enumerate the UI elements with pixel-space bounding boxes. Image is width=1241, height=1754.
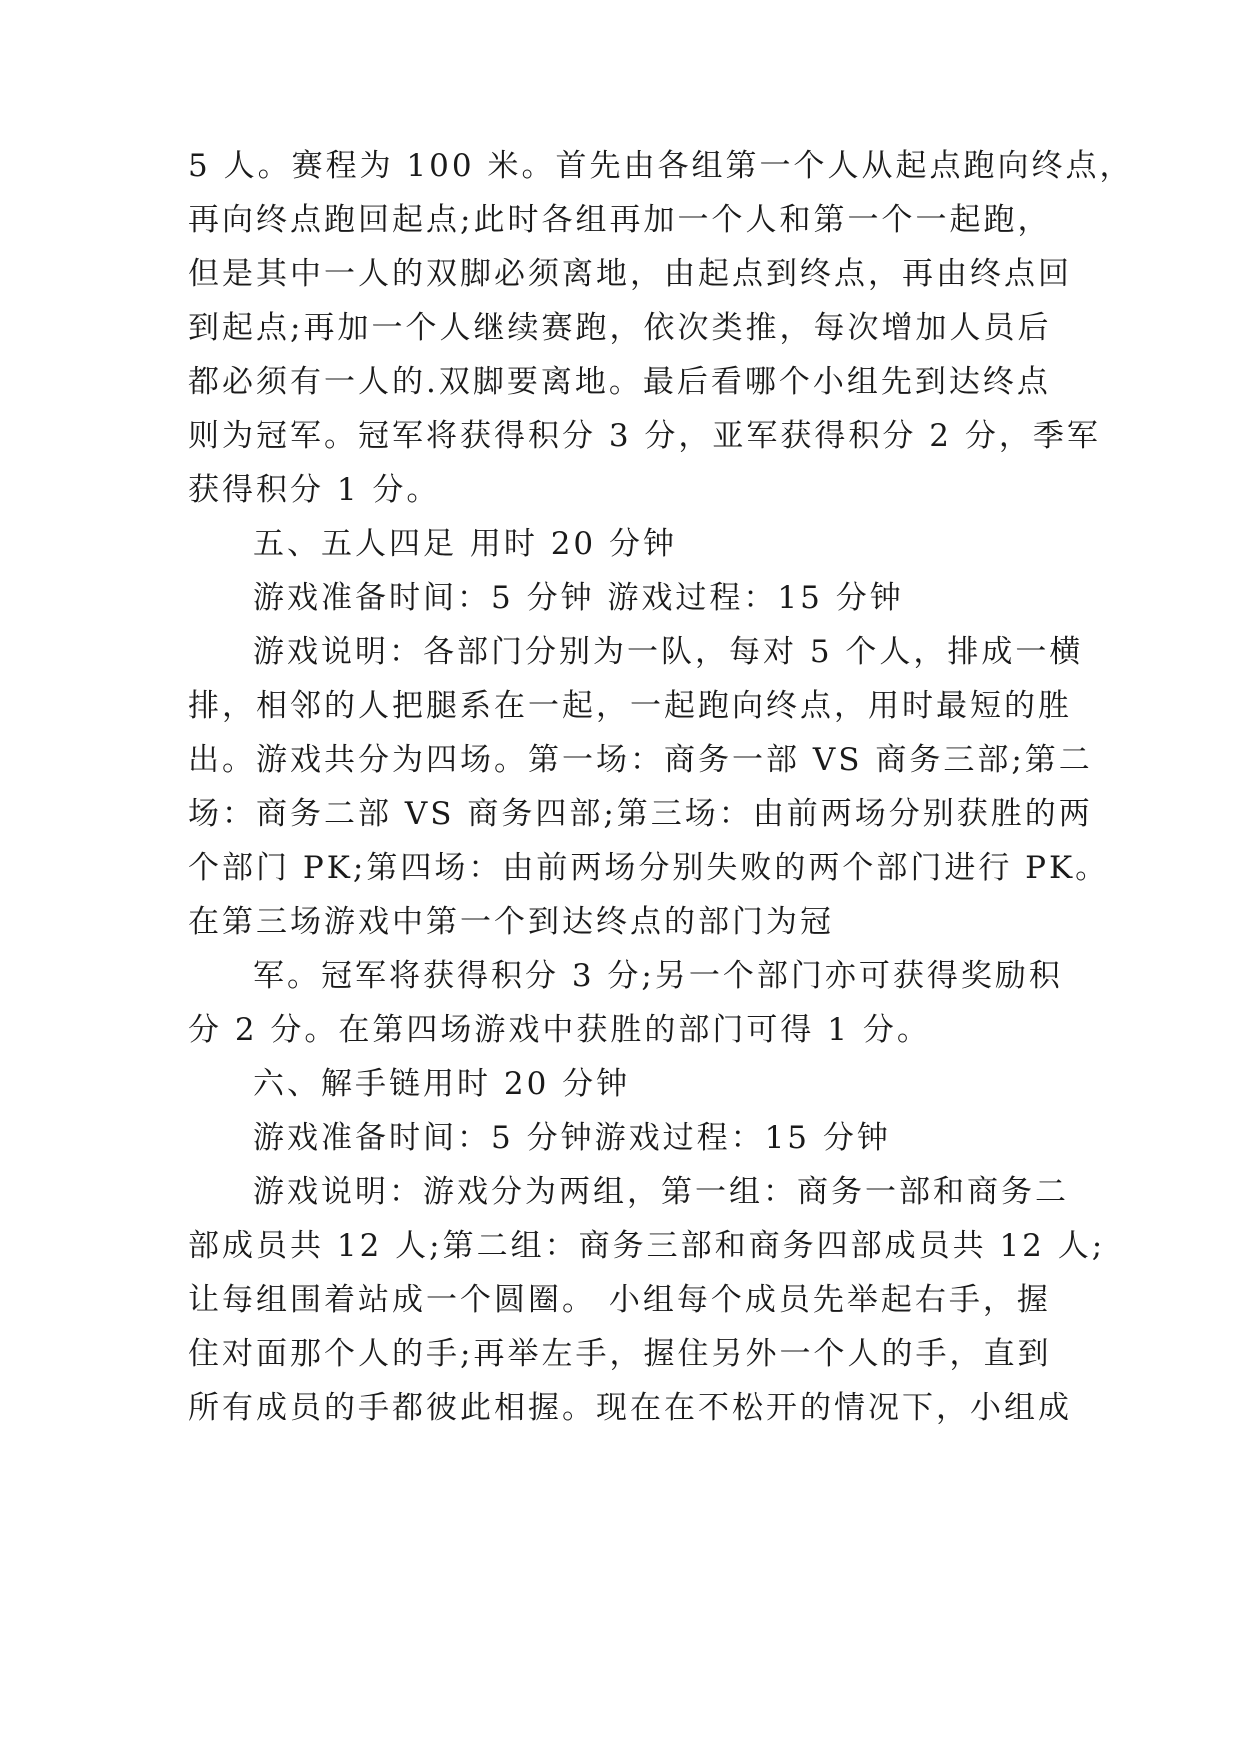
- body-line: 部成员共 12 人;第二组：商务三部和商务四部成员共 12 人;: [188, 1228, 1106, 1264]
- body-line: 游戏准备时间：5 分钟游戏过程：15 分钟: [253, 1120, 891, 1156]
- section-heading: 五、五人四足 用时 20 分钟: [253, 526, 678, 562]
- body-line: 军。冠军将获得积分 3 分;另一个部门亦可获得奖励积: [253, 958, 1063, 994]
- body-line: 在第三场游戏中第一个到达终点的部门为冠: [188, 904, 834, 940]
- body-line: 都必须有一人的.双脚要离地。最后看哪个小组先到达终点: [188, 364, 1051, 400]
- body-line: 5 人。赛程为 100 米。首先由各组第一个人从起点跑向终点，: [188, 148, 1134, 184]
- body-line: 住对面那个人的手;再举左手，握住另外一个人的手，直到: [188, 1336, 1052, 1372]
- body-line: 游戏说明：各部门分别为一队，每对 5 个人，排成一横: [253, 634, 1084, 670]
- body-line: 但是其中一人的双脚必须离地，由起点到终点，再由终点回: [188, 256, 1072, 292]
- body-line: 则为冠军。冠军将获得积分 3 分，亚军获得积分 2 分，季军: [188, 418, 1101, 454]
- body-line: 获得积分 1 分。: [188, 472, 441, 508]
- section-heading: 六、解手链用时 20 分钟: [253, 1066, 631, 1102]
- body-line: 排，相邻的人把腿系在一起，一起跑向终点，用时最短的胜: [188, 688, 1072, 724]
- body-line: 让每组围着站成一个圆圈。 小组每个成员先举起右手，握: [188, 1282, 1051, 1318]
- body-line: 分 2 分。在第四场游戏中获胜的部门可得 1 分。: [188, 1012, 931, 1048]
- body-line: 游戏准备时间：5 分钟 游戏过程：15 分钟: [253, 580, 904, 616]
- body-line: 到起点;再加一个人继续赛跑，依次类推，每次增加人员后: [188, 310, 1052, 346]
- body-line: 个部门 PK;第四场：由前两场分别失败的两个部门进行 PK。: [188, 850, 1110, 886]
- body-line: 出。游戏共分为四场。第一场：商务一部 VS 商务三部;第二: [188, 742, 1093, 778]
- body-line: 再向终点跑回起点;此时各组再加一个人和第一个一起跑，: [188, 202, 1052, 238]
- body-line: 场：商务二部 VS 商务四部;第三场：由前两场分别获胜的两: [188, 796, 1093, 832]
- body-line: 所有成员的手都彼此相握。现在在不松开的情况下，小组成: [188, 1390, 1072, 1426]
- body-line: 游戏说明：游戏分为两组，第一组：商务一部和商务二: [253, 1174, 1069, 1210]
